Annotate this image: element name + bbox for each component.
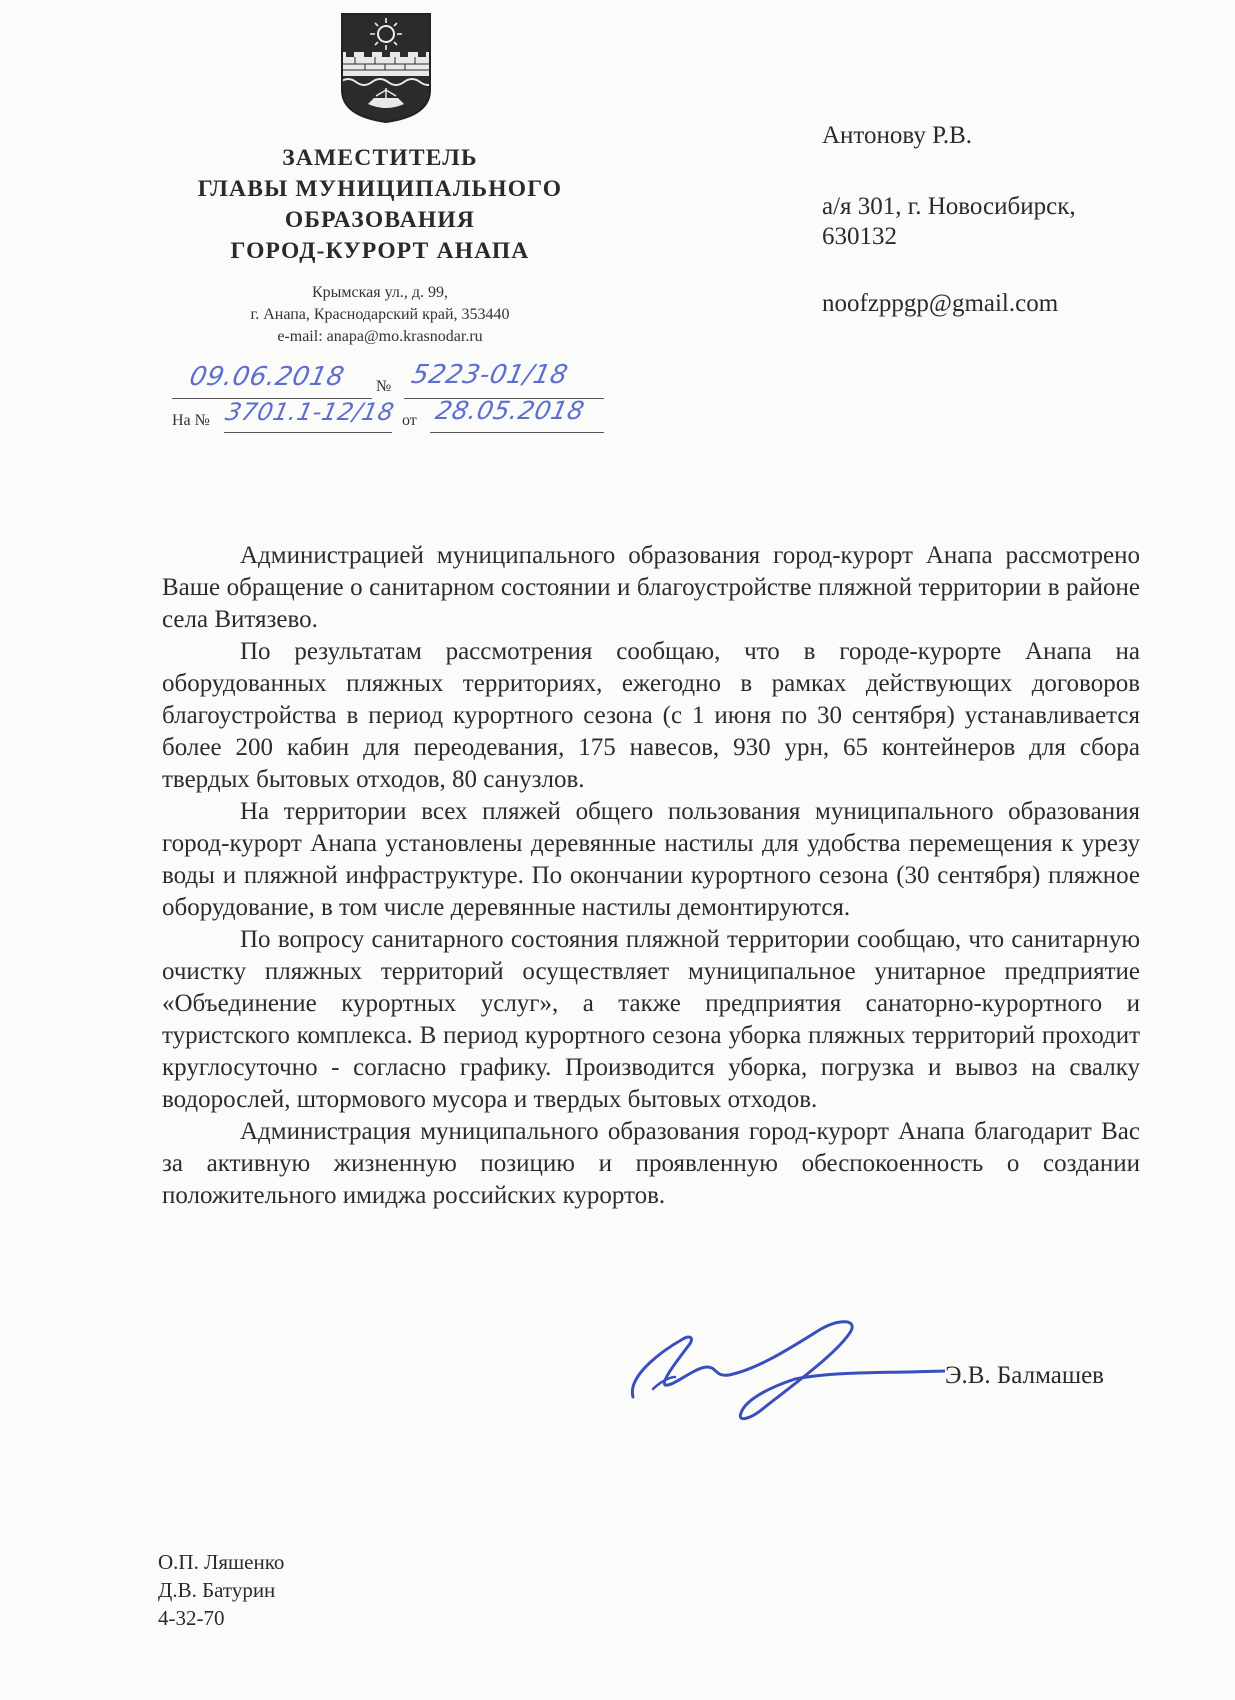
reg-number-label: № (376, 378, 392, 395)
executor-line: Д.В. Батурин (158, 1578, 276, 1602)
issuer-address-line: Крымская ул., д. 99, (311, 284, 449, 301)
body-paragraph: На территории всех пляжей общего пользования муниципального образования город-курорт Анапа установлены деревянные настилы для удобства перемещения к урезу воды и пляжной инфраструктуре. По окончании курортного сезона (30 сентября) пляжное оборудование, в том числе деревянные настилы демонтируются. (162, 798, 1140, 921)
ref-number: 3701.1-12/18 (223, 398, 397, 426)
executors-block (158, 1548, 284, 1632)
issuer-title-line: ГОРОД-КУРОРТ АНАПА (230, 238, 530, 264)
body-paragraph: Администрация муниципального образования город-курорт Анапа благодарит Вас за активную жизненную позицию и проявленную обеспокоенность о создании положительного имиджа российских курортов. (162, 1118, 1140, 1209)
recipient-name: Антонову Р.В. (822, 122, 973, 149)
ref-number-underline (224, 432, 392, 433)
reg-number: 5223-01/18 (408, 360, 571, 390)
issuer-title-line: ЗАМЕСТИТЕЛЬ (282, 145, 478, 171)
recipient-email: noofzppgp@gmail.com (822, 290, 1059, 317)
executor-phone: 4-32-70 (158, 1606, 225, 1630)
coat-of-arms-emblem (340, 12, 432, 124)
handwritten-signature (625, 1315, 945, 1425)
signer-name: Э.В. Балмашев (945, 1362, 1104, 1389)
issuer-address-line: г. Анапа, Краснодарский край, 353440 (250, 306, 510, 323)
body-paragraph: По результатам рассмотрения сообщаю, что в городе-курорте Анапа на оборудованных пляжных территориях, ежегодно в рамках действующих договоров благоустройства в период курортного сезона (с 1 июня по 30 сентября) устанавливается более 200 кабин для переодевания, 175 навесов, 930 урн, 65 контейнеров для сбора твердых бытовых отходов, 80 санузлов. (162, 638, 1140, 793)
body-paragraph: Администрацией муниципального образования город-курорт Анапа рассмотрено Ваше обращение о санитарном состоянии и благоустройстве пляжной территории в районе села Витязево. (162, 542, 1140, 633)
recipient-address-line: 630132 (822, 223, 897, 250)
reg-date: 09.06.2018 (186, 362, 348, 392)
ref-number-label: На № (172, 412, 210, 429)
body-paragraph: По вопросу санитарного состояния пляжной территории сообщаю, что санитарную очистку пляжных территорий осуществляет муниципальное унитарное предприятие «Объединение курортных услуг», а также предприятия санаторно-курортного и туристского комплекса. В период курортного сезона уборка пляжных территорий проходит круглосуточно - согласно графику. Производится уборка, погрузка и вывоз на свалку водорослей, штормового мусора и твердых бытовых отходов. (162, 926, 1140, 1113)
ref-date: 28.05.2018 (432, 396, 588, 425)
issuer-title (150, 143, 610, 267)
letter-body (162, 540, 1140, 1212)
recipient-address-line: а/я 301, г. Новосибирск, (822, 193, 1076, 220)
issuer-address-line: e-mail: anapa@mo.krasnodar.ru (277, 328, 483, 345)
issuer-address (150, 282, 610, 348)
executor-line: О.П. Ляшенко (158, 1550, 285, 1574)
ref-from-label: от (402, 412, 417, 429)
ref-date-underline (430, 432, 604, 433)
issuer-title-line: ОБРАЗОВАНИЯ (284, 207, 476, 233)
issuer-title-line: ГЛАВЫ МУНИЦИПАЛЬНОГО (197, 176, 563, 202)
